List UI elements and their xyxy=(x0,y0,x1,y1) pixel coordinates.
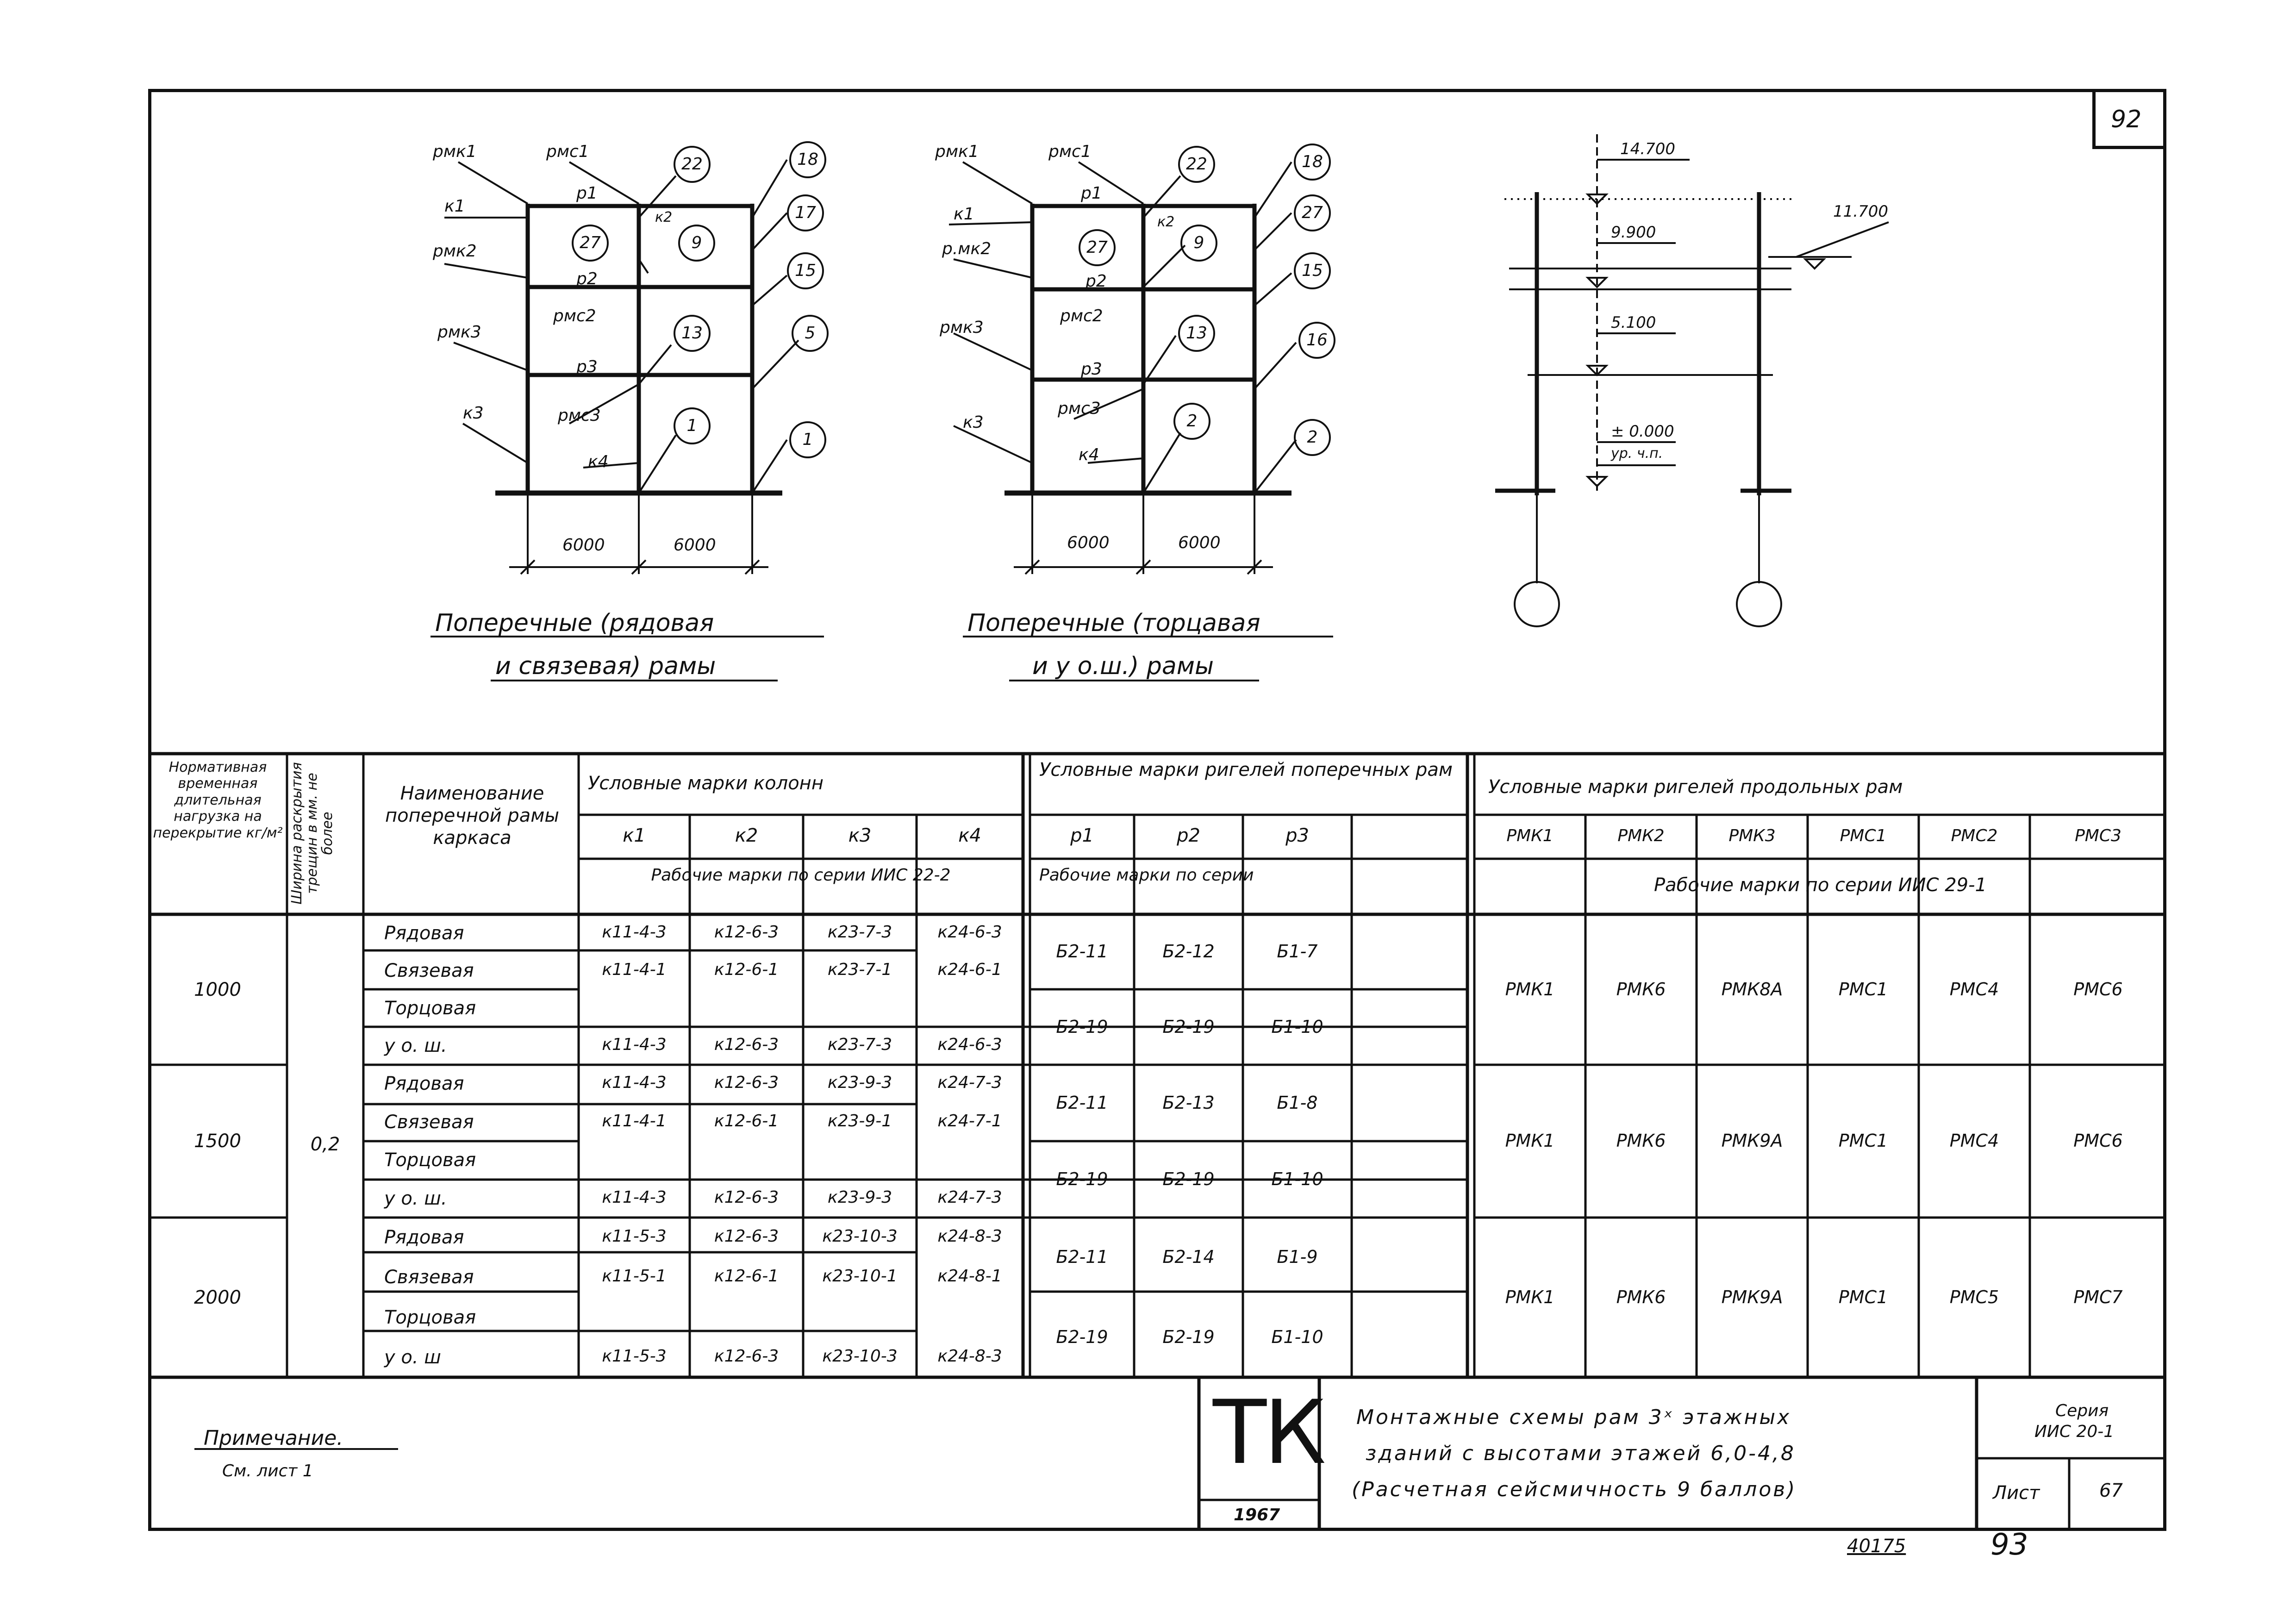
elev-9900: 9.900 xyxy=(1611,223,1656,242)
mid-caption-2: и у о.ш.) рамы xyxy=(1032,652,1214,680)
mid-circle-13: 13 xyxy=(1186,324,1207,343)
mid-circle-2a: 2 xyxy=(1186,412,1198,431)
header-crossbars-series: Рабочие марки по серии xyxy=(1039,866,1254,885)
column-mark: к23-9-3 xyxy=(827,1073,892,1093)
footer-page: 93 xyxy=(1990,1528,2028,1562)
long-crossbar-mark: РМК1 xyxy=(1505,979,1555,999)
mid-caption-1: Поперечные (торцавая xyxy=(967,609,1260,637)
load-value: 1000 xyxy=(194,979,241,1000)
column-mark: к12-6-3 xyxy=(714,1227,779,1246)
frame-type: Связевая xyxy=(384,1267,474,1288)
frame-type: Торцовая xyxy=(384,1149,476,1171)
column-mark: к24-8-3 xyxy=(937,1346,1002,1366)
column-mark: к12-6-3 xyxy=(714,922,779,942)
column-mark: к24-8-1 xyxy=(937,1267,1002,1286)
left-circle-1a: 1 xyxy=(686,416,698,435)
header-col-k2: к2 xyxy=(735,825,758,846)
mid-label-k2: к2 xyxy=(1157,214,1175,230)
mid-circle-15: 15 xyxy=(1302,261,1323,280)
frame-type: у о. ш xyxy=(384,1346,441,1368)
column-mark: к23-10-3 xyxy=(822,1227,898,1246)
column-mark: к11-4-3 xyxy=(602,1187,667,1207)
long-crossbar-mark: РМС4 xyxy=(1949,1131,1999,1151)
elev-5100: 5.100 xyxy=(1611,313,1656,332)
header-r1: р1 xyxy=(1070,825,1094,846)
long-crossbar-mark: РМК6 xyxy=(1616,979,1666,999)
crossbar-mark: Б2-12 xyxy=(1162,941,1215,962)
footer-code: 40175 xyxy=(1847,1536,1906,1557)
column-mark: к23-7-3 xyxy=(827,922,892,942)
header-crossbars-group: Условные марки ригелей поперечных рам xyxy=(1039,759,1453,781)
mid-label-rmk1: рмк1 xyxy=(935,142,979,161)
header-long-series: Рабочие марки по серии ИИС 29-1 xyxy=(1654,874,1987,896)
column-mark: к24-7-3 xyxy=(937,1073,1002,1093)
column-mark: к12-6-1 xyxy=(714,960,779,979)
left-label-rmk1: рмк1 xyxy=(433,142,477,161)
left-label-k2: к2 xyxy=(655,209,673,225)
crossbar-mark: Б2-19 xyxy=(1056,1168,1108,1189)
long-crossbar-mark: РМС1 xyxy=(1838,1131,1888,1151)
header-col-k3: к3 xyxy=(848,825,872,846)
stamp-sheet-value: 67 xyxy=(2099,1480,2123,1501)
crossbar-mark: Б2-19 xyxy=(1056,1016,1108,1037)
long-crossbar-mark: РМК6 xyxy=(1616,1131,1666,1151)
crossbar-mark: Б2-11 xyxy=(1056,1247,1108,1268)
left-caption-1: Поперечные (рядовая xyxy=(435,609,714,637)
left-circle-17: 17 xyxy=(795,203,816,222)
mid-label-rmk3: рмк3 xyxy=(940,318,984,337)
long-crossbar-mark: РМК8А xyxy=(1721,979,1783,999)
stamp-series-value: ИИС 20-1 xyxy=(2034,1422,2115,1441)
left-label-k3: к3 xyxy=(463,404,484,423)
left-circle-13: 13 xyxy=(681,324,703,343)
column-mark: к11-5-3 xyxy=(602,1227,667,1246)
column-mark: к11-4-3 xyxy=(602,922,667,942)
section-details xyxy=(1504,134,1889,626)
column-mark: к12-6-3 xyxy=(714,1187,779,1207)
left-dim-2: 6000 xyxy=(674,536,716,555)
crossbar-mark: Б2-19 xyxy=(1162,1168,1215,1189)
elev-14700: 14.700 xyxy=(1620,140,1675,158)
header-columns-series: Рабочие марки по серии ИИС 22-2 xyxy=(651,866,951,885)
crossbar-mark: Б1-8 xyxy=(1277,1092,1318,1113)
left-label-rms3: рмс3 xyxy=(558,406,601,425)
middle-frame-leaders xyxy=(949,162,1333,681)
column-mark: к12-6-1 xyxy=(714,1267,779,1286)
left-label-r1: р1 xyxy=(576,184,598,203)
frame-type: у о. ш. xyxy=(384,1187,447,1209)
column-mark: к24-8-3 xyxy=(937,1227,1002,1246)
stamp-year: 1967 xyxy=(1234,1505,1280,1524)
header-columns-group: Условные марки колонн xyxy=(588,773,824,794)
column-mark: к11-4-1 xyxy=(602,960,667,979)
crossbar-mark: Б1-9 xyxy=(1277,1247,1318,1268)
left-circle-22: 22 xyxy=(681,155,703,174)
left-label-rms2: рмс2 xyxy=(553,306,596,325)
mid-label-r2: р2 xyxy=(1086,272,1107,291)
column-mark: к11-5-3 xyxy=(602,1346,667,1366)
header-rms1: РМС1 xyxy=(1840,826,1887,845)
mid-circle-27b: 27 xyxy=(1302,203,1323,222)
column-mark: к23-7-1 xyxy=(827,960,892,979)
left-label-rms1: рмс1 xyxy=(546,142,589,161)
column-mark: к12-6-3 xyxy=(714,1346,779,1366)
left-label-r3: р3 xyxy=(576,357,598,376)
long-crossbar-mark: РМС1 xyxy=(1838,1287,1888,1307)
header-rmk2: РМК2 xyxy=(1617,826,1665,845)
left-frame-leaders xyxy=(430,160,824,681)
header-col-k1: к1 xyxy=(623,825,646,846)
column-mark: к23-10-3 xyxy=(822,1346,898,1366)
left-circle-5: 5 xyxy=(805,324,816,343)
crossbar-mark: Б2-11 xyxy=(1056,941,1108,962)
left-circle-15: 15 xyxy=(795,261,816,280)
mid-label-r1: р1 xyxy=(1081,184,1102,203)
left-label-rmk2: рмк2 xyxy=(433,242,477,261)
long-crossbar-mark: РМС7 xyxy=(2073,1287,2123,1307)
note-title: Примечание. xyxy=(204,1426,343,1450)
column-mark: к12-6-1 xyxy=(714,1111,779,1131)
frame-type: Рядовая xyxy=(384,922,464,944)
mid-dim-1: 6000 xyxy=(1067,533,1110,552)
elev-0000: ± 0.000 xyxy=(1611,422,1674,441)
left-circle-9: 9 xyxy=(691,233,702,252)
left-label-k1: к1 xyxy=(444,197,465,216)
header-rms3: РМС3 xyxy=(2075,826,2121,845)
stamp-sheet-label: Лист xyxy=(1993,1482,2040,1504)
stamp-tk: ТК xyxy=(1213,1381,1323,1484)
sheet-number-top: 92 xyxy=(2111,106,2142,133)
mid-circle-18: 18 xyxy=(1302,152,1323,171)
frame-type: Торцовая xyxy=(384,998,476,1019)
header-rmk3: РМК3 xyxy=(1728,826,1776,845)
load-value: 1500 xyxy=(194,1131,241,1152)
mid-label-rmk2: р.мк2 xyxy=(942,239,992,258)
crossbar-mark: Б1-7 xyxy=(1277,941,1318,962)
stamp-title-2: зданий с высотами этажей 6,0-4,8 xyxy=(1366,1442,1796,1465)
note-text: См. лист 1 xyxy=(222,1462,313,1480)
column-mark: к24-7-3 xyxy=(937,1187,1002,1207)
frame-type: Связевая xyxy=(384,960,474,981)
column-mark: к23-9-3 xyxy=(827,1187,892,1207)
column-mark: к11-4-3 xyxy=(602,1073,667,1093)
long-crossbar-mark: РМС4 xyxy=(1949,979,1999,999)
elev-floor-level: ур. ч.п. xyxy=(1611,445,1663,462)
long-crossbar-mark: РМС5 xyxy=(1949,1287,1999,1307)
crossbar-mark: Б2-19 xyxy=(1162,1016,1215,1037)
crossbar-mark: Б2-19 xyxy=(1162,1326,1215,1347)
column-mark: к11-4-1 xyxy=(602,1111,667,1131)
middle-frame-circles xyxy=(1079,144,1335,455)
left-circle-27: 27 xyxy=(580,233,601,252)
column-mark: к24-7-1 xyxy=(937,1111,1002,1131)
column-mark: к23-9-1 xyxy=(827,1111,892,1131)
crossbar-mark: Б2-11 xyxy=(1056,1092,1108,1113)
frame-type: Рядовая xyxy=(384,1073,464,1095)
stamp-grid xyxy=(194,1377,2166,1531)
column-mark: к12-6-3 xyxy=(714,1073,779,1093)
left-circle-1b: 1 xyxy=(802,430,813,449)
left-label-r2: р2 xyxy=(576,269,598,288)
stamp-title-3: (Расчетная сейсмичность 9 баллов) xyxy=(1352,1478,1797,1501)
frame-type: Торцовая xyxy=(384,1306,476,1328)
header-r2: р2 xyxy=(1177,825,1200,846)
left-frame-circles xyxy=(573,142,828,457)
header-rms2: РМС2 xyxy=(1951,826,1998,845)
long-crossbar-mark: РМК1 xyxy=(1505,1287,1555,1307)
long-crossbar-mark: РМС6 xyxy=(2073,979,2123,999)
long-crossbar-mark: РМК1 xyxy=(1505,1131,1555,1151)
mid-dim-2: 6000 xyxy=(1178,533,1221,552)
left-label-rmk3: рмк3 xyxy=(437,323,481,342)
mid-label-k1: к1 xyxy=(954,205,974,224)
frame-type: у о. ш. xyxy=(384,1035,447,1057)
column-mark: к24-6-3 xyxy=(937,922,1002,942)
long-crossbar-mark: РМС6 xyxy=(2073,1131,2123,1151)
crossbar-mark: Б1-10 xyxy=(1271,1016,1323,1037)
left-frame-structure xyxy=(495,204,782,493)
frame-type: Связевая xyxy=(384,1111,474,1133)
stamp-title-1: Монтажные схемы рам 3ˣ этажных xyxy=(1356,1405,1791,1429)
crossbar-mark: Б2-14 xyxy=(1162,1247,1215,1268)
load-value: 2000 xyxy=(194,1287,241,1308)
header-load: Нормативная временная длительная нагрузка на перекрытие кг/м² xyxy=(153,759,283,841)
mid-label-rms3: рмс3 xyxy=(1058,399,1101,418)
crack-value: 0,2 xyxy=(310,1134,340,1155)
header-frame-name: Наименование поперечной рамы каркаса xyxy=(385,783,559,849)
mid-label-rms1: рмс1 xyxy=(1048,142,1092,161)
mid-circle-2b: 2 xyxy=(1307,428,1318,447)
mid-label-rms2: рмс2 xyxy=(1060,306,1103,325)
stamp-series-label: Серия xyxy=(2055,1401,2109,1420)
left-dim-1: 6000 xyxy=(562,536,605,555)
elev-11700: 11.700 xyxy=(1833,202,1888,221)
header-r3: р3 xyxy=(1285,825,1309,846)
long-crossbar-mark: РМК9А xyxy=(1721,1287,1783,1307)
column-mark: к23-7-3 xyxy=(827,1035,892,1055)
column-mark: к24-6-1 xyxy=(937,960,1002,979)
column-mark: к11-5-1 xyxy=(602,1267,667,1286)
mid-circle-27: 27 xyxy=(1086,238,1108,257)
crossbar-mark: Б2-13 xyxy=(1162,1092,1215,1113)
header-crack: Ширина раскрытия трещин в мм. не более xyxy=(289,762,336,905)
crossbar-mark: Б2-19 xyxy=(1056,1326,1108,1347)
crossbar-mark: Б1-10 xyxy=(1271,1326,1323,1347)
middle-frame-structure xyxy=(1004,204,1292,493)
mid-label-k3: к3 xyxy=(963,413,984,432)
long-crossbar-mark: РМК6 xyxy=(1616,1287,1666,1307)
column-mark: к11-4-3 xyxy=(602,1035,667,1055)
left-caption-2: и связевая) рамы xyxy=(495,652,716,680)
mid-circle-9: 9 xyxy=(1193,233,1204,252)
column-mark: к23-10-1 xyxy=(822,1267,898,1286)
frame-type: Рядовая xyxy=(384,1227,464,1249)
left-label-k4: к4 xyxy=(588,452,609,471)
mid-circle-22: 22 xyxy=(1186,155,1207,174)
header-col-k4: к4 xyxy=(958,825,981,846)
column-mark: к12-6-3 xyxy=(714,1035,779,1055)
header-long-group: Условные марки ригелей продольных рам xyxy=(1488,776,1903,798)
mid-label-r3: р3 xyxy=(1081,360,1102,379)
left-circle-18: 18 xyxy=(797,150,818,169)
column-mark: к24-6-3 xyxy=(937,1035,1002,1055)
mid-circle-16: 16 xyxy=(1306,331,1328,350)
header-rmk1: РМК1 xyxy=(1506,826,1554,845)
crossbar-mark: Б1-10 xyxy=(1271,1168,1323,1189)
long-crossbar-mark: РМК9А xyxy=(1721,1131,1783,1151)
mid-label-k4: к4 xyxy=(1079,445,1099,464)
long-crossbar-mark: РМС1 xyxy=(1838,979,1888,999)
